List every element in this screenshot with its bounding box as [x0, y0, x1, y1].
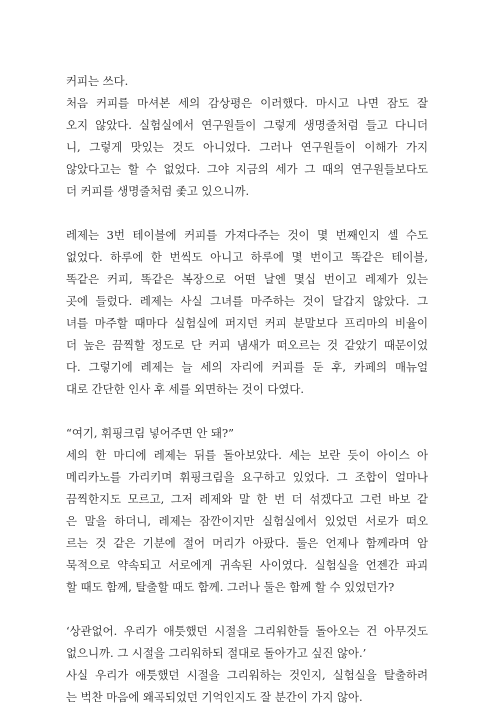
- text-line: 할 때도 함께, 탈출할 때도 함께. 그러나 둘은 함께 할 수 있었던가?: [66, 580, 395, 594]
- text-line: 곳에 들렀다. 레제는 사실 그녀를 마주하는 것이 달갑지 않았다. 그: [66, 294, 428, 308]
- text-line: 없었다. 하루에 한 번씩도 아니고 하루에 몇 번이고 똑같은 테이블,: [66, 250, 428, 264]
- text-line: 더 커피를 생명줄처럼 좇고 있으니까.: [66, 184, 250, 198]
- text-line: 묵적으로 약속되고 서로에게 귀속된 사이였다. 실험실을 언젠간 파괴: [66, 558, 428, 572]
- text-line: 커피는 쓰다.: [66, 74, 129, 88]
- text-line: 없으니까. 그 시절을 그리워하되 절대로 돌아가고 싶진 않아.’: [66, 646, 367, 660]
- text-line: 사실 우리가 애틋했던 시절을 그리워하는 것인지, 실험실을 탈출하려: [66, 668, 428, 682]
- text-line: 는 벅찬 마음에 왜곡되었던 기억인지도 잘 분간이 가지 않아.: [66, 690, 363, 704]
- text-line: 오지 않았다. 실험실에서 연구원들이 그렇게 생명줄처럼 들고 다니더: [66, 118, 428, 132]
- paragraph-gap: [66, 598, 428, 620]
- text-line: 처음 커피를 마셔본 세의 감상평은 이러했다. 마시고 나면 잠도 잘: [66, 96, 428, 110]
- text-line: 레제는 3번 테이블에 커피를 가져다주는 것이 몇 번째인지 셀 수도: [66, 228, 428, 242]
- text-line: 더 높은 끔찍할 정도로 단 커피 냄새가 떠오르는 것 같았기 때문이었: [66, 338, 428, 352]
- paragraph: [66, 70, 428, 92]
- text-line: 니, 그렇게 맛있는 것도 아니었다. 그러나 연구원들이 이해가 가지: [66, 140, 428, 154]
- text-line: “여기, 휘핑크림 넣어주면 안 돼?”: [66, 426, 234, 440]
- paragraph: [66, 92, 428, 202]
- text-line: 다. 그렇기에 레제는 늘 세의 자리에 커피를 둔 후, 카페의 매뉴얼: [66, 360, 428, 374]
- paragraph-gap: [66, 400, 428, 422]
- text-line: 대로 간단한 인사 후 세를 외면하는 것이 다였다.: [66, 382, 305, 396]
- document-body: [66, 70, 428, 708]
- text-line: 똑같은 커피, 똑같은 복장으로 어떤 날엔 몇십 번이고 레제가 있는: [66, 272, 428, 286]
- text-line: 않았다고는 할 수 없었다. 그야 지금의 세가 그 때의 연구원들보다도: [66, 162, 428, 176]
- text-line: 메리카노를 가리키며 휘핑크림을 요구하고 있었다. 그 조합이 얼마나: [66, 470, 428, 484]
- paragraph: [66, 620, 428, 708]
- text-line: 끔찍한지도 모르고, 그저 레제와 말 한 번 더 섞겠다고 그런 바보 같: [66, 492, 428, 506]
- text-line: 세의 한 마디에 레제는 뒤를 돌아보았다. 세는 보란 듯이 아이스 아: [66, 448, 428, 462]
- paragraph-gap: [66, 202, 428, 224]
- paragraph: [66, 224, 428, 400]
- text-line: 녀를 마주할 때마다 실험실에 퍼지던 커피 분말보다 프리마의 비율이: [66, 316, 428, 330]
- text-line: ‘상관없어. 우리가 애틋했던 시절을 그리워한들 돌아오는 건 아무것도: [66, 624, 428, 638]
- text-line: 르는 것 같은 기분에 절어 머리가 아팠다. 둘은 언제나 함께라며 암: [66, 536, 428, 550]
- text-line: 은 말을 하더니, 레제는 잠깐이지만 실험실에서 있었던 서로가 떠오: [66, 514, 428, 528]
- paragraph: [66, 422, 428, 598]
